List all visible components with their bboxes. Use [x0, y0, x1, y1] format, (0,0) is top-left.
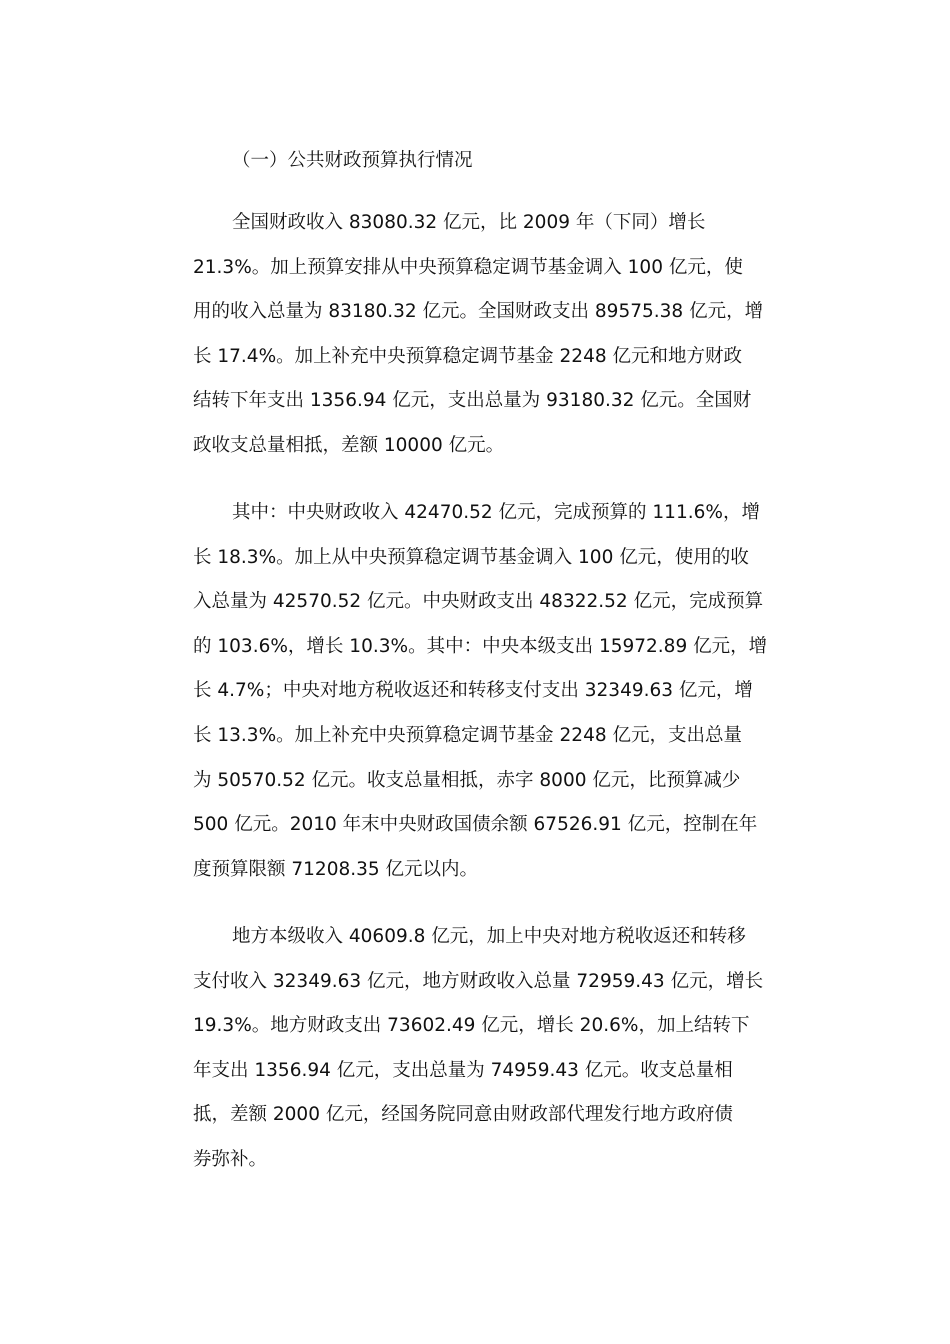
paragraph-line: 入总量为 42570.52 亿元。中央财政支出 48322.52 亿元，完成预算	[193, 591, 764, 613]
paragraph-line: 年支出 1356.94 亿元，支出总量为 74959.43 亿元。收支总量相	[193, 1059, 733, 1081]
paragraph-line: 政收支总量相抵，差额 10000 亿元。	[193, 434, 505, 456]
paragraph-line: 长 17.4%。加上补充中央预算稳定调节基金 2248 亿元和地方财政	[193, 345, 742, 367]
paragraph-line: 长 13.3%。加上补充中央预算稳定调节基金 2248 亿元，支出总量	[193, 724, 742, 746]
paragraph-line: 其中：中央财政收入 42470.52 亿元，完成预算的 111.6%，增	[232, 502, 760, 523]
paragraph-line: 500 亿元。2010 年末中央财政国债余额 67526.91 亿元，控制在年	[193, 814, 758, 836]
paragraph-line: 抵，差额 2000 亿元，经国务院同意由财政部代理发行地方政府债	[193, 1104, 733, 1126]
paragraph-line: 结转下年支出 1356.94 亿元，支出总量为 93180.32 亿元。全国财	[193, 390, 752, 412]
paragraph-line: 度预算限额 71208.35 亿元以内。	[193, 858, 479, 880]
paragraph-line: 的 103.6%，增长 10.3%。其中：中央本级支出 15972.89 亿元，增	[193, 635, 768, 657]
paragraph-line: 19.3%。地方财政支出 73602.49 亿元，增长 20.6%，加上结转下	[193, 1015, 750, 1037]
paragraph-central-finance	[193, 498, 768, 899]
paragraph-line: 券弥补。	[193, 1148, 268, 1170]
paragraph-line: 地方本级收入 40609.8 亿元，加上中央对地方税收返还和转移	[232, 926, 746, 947]
paragraph-line: 全国财政收入 83080.32 亿元，比 2009 年（下同）增长	[232, 212, 706, 233]
paragraph-line: 用的收入总量为 83180.32 亿元。全国财政支出 89575.38 亿元，增	[193, 301, 764, 323]
paragraph-line: 长 4.7%；中央对地方税收返还和转移支付支出 32349.63 亿元，增	[193, 680, 753, 702]
paragraph-local-finance	[193, 922, 763, 1190]
section-heading: （一）公共财政预算执行情况	[232, 150, 473, 171]
paragraph-national-finance	[193, 208, 763, 476]
paragraph-line: 21.3%。加上预算安排从中央预算稳定调节基金调入 100 亿元，使	[193, 256, 743, 278]
paragraph-line: 支付收入 32349.63 亿元，地方财政收入总量 72959.43 亿元，增长	[193, 970, 764, 992]
paragraph-line: 为 50570.52 亿元。收支总量相抵，赤字 8000 亿元，比预算减少	[193, 769, 741, 791]
paragraph-line: 长 18.3%。加上从中央预算稳定调节基金调入 100 亿元，使用的收	[193, 546, 749, 568]
